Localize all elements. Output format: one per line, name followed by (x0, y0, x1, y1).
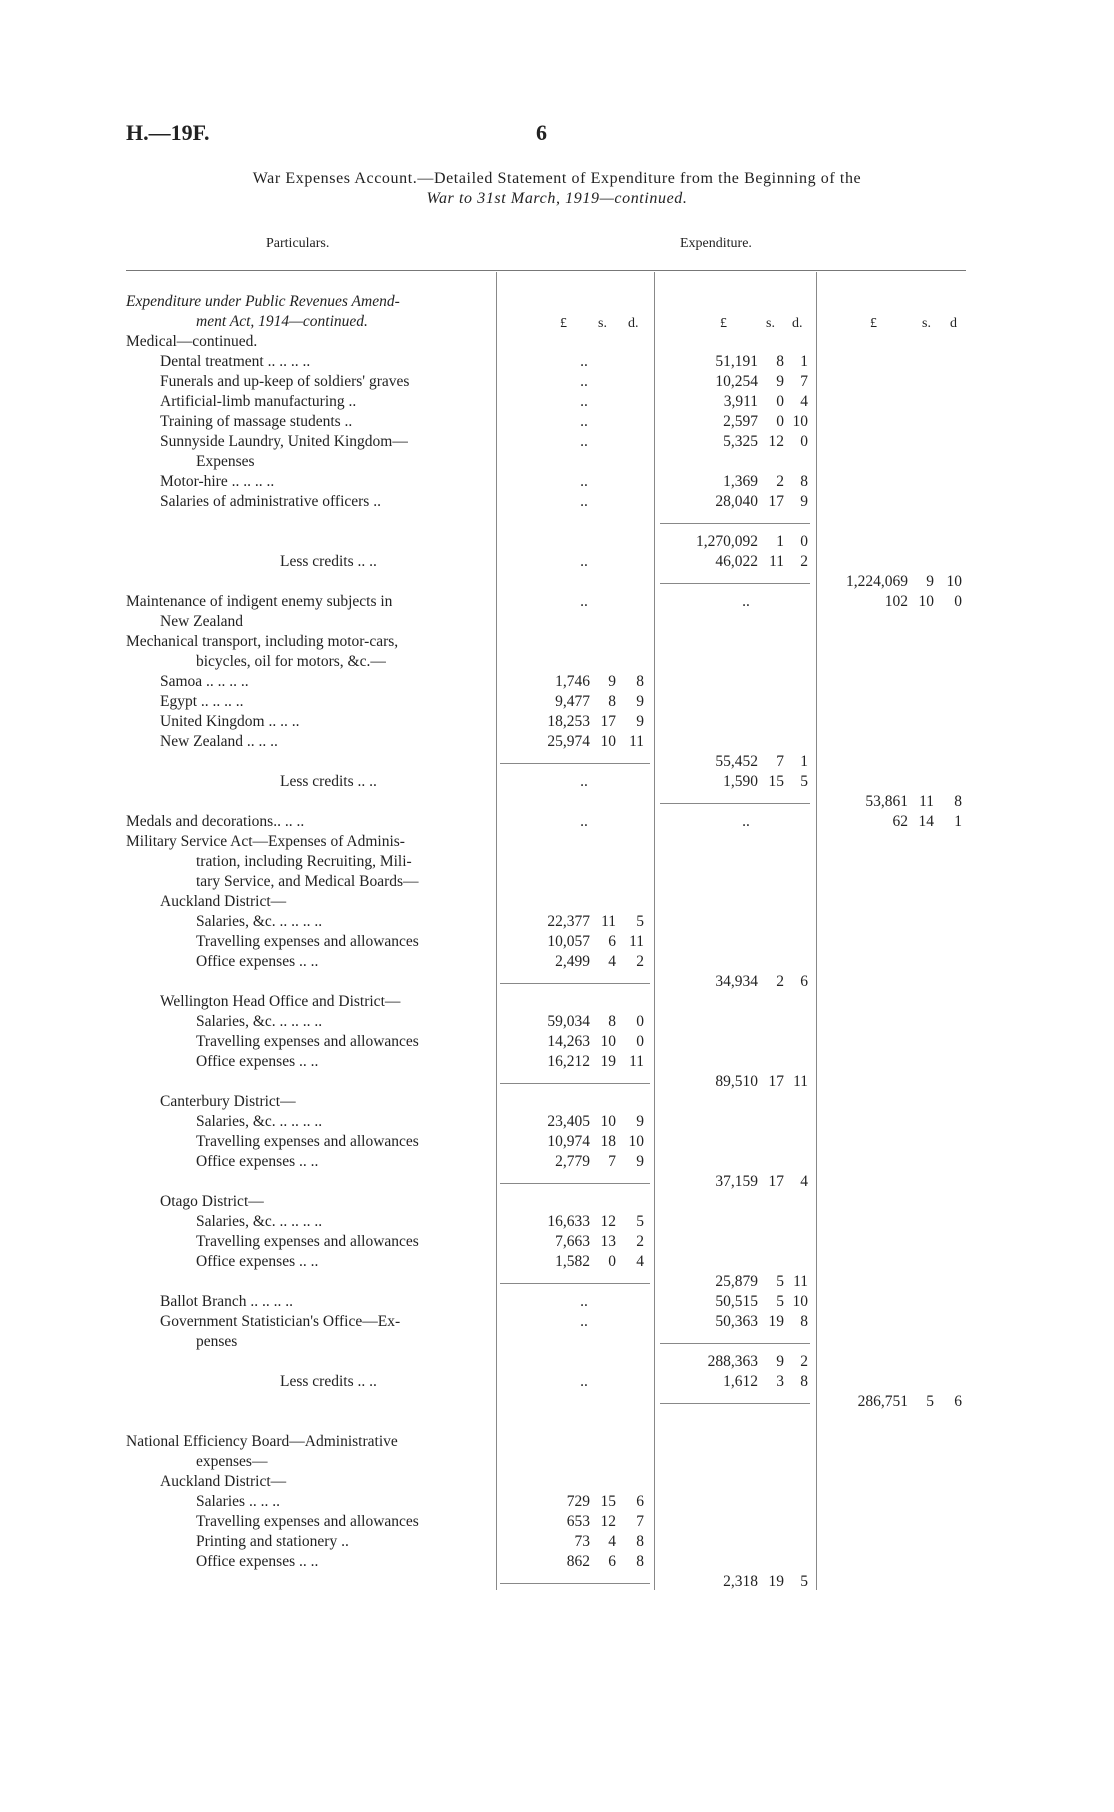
table-row (0, 692, 1114, 712)
c2-pounds: 2,318 (723, 1573, 758, 1590)
table-row (0, 1292, 1114, 1312)
c2-pounds: 89,510 (715, 1073, 758, 1090)
row-label: Auckland District— (160, 1473, 287, 1490)
c2-pence: 8 (800, 473, 808, 490)
table-row (0, 952, 1114, 972)
c1-pence: 2 (636, 953, 644, 970)
c1-pence: 6 (636, 1493, 644, 1510)
c2-pounds: 51,191 (715, 353, 758, 370)
c1-pounds: 653 (566, 1513, 590, 1530)
table-row (0, 1372, 1114, 1392)
row-label: Medical—continued. (126, 333, 258, 350)
row-label: tration, including Recruiting, Mili- (196, 853, 412, 870)
row-label: Motor-hire .. .. .. .. (160, 473, 275, 490)
table-row (0, 652, 1114, 672)
table-row (0, 772, 1114, 792)
table-row (0, 732, 1114, 752)
col2-pence-heading: d. (792, 316, 803, 331)
c2-pounds: 28,040 (715, 493, 758, 510)
row-label: bicycles, oil for motors, &c.— (196, 653, 386, 670)
row-label: Office expenses .. .. (196, 1153, 319, 1170)
leader-dots: .. (580, 473, 588, 490)
col3-pence-heading: d (950, 316, 957, 331)
row-label: Salaries, &c. .. .. .. .. (196, 1213, 323, 1230)
c1-pounds: 1,746 (555, 673, 590, 690)
c2-pence: 6 (800, 973, 808, 990)
c1-pounds: 862 (566, 1553, 590, 1570)
row-label: New Zealand (160, 613, 244, 630)
c1-shillings: 12 (600, 1213, 616, 1230)
row-label: Travelling expenses and allowances (196, 1133, 419, 1150)
c1-shillings: 10 (600, 733, 616, 750)
leader-dots: .. (580, 1313, 588, 1330)
c1-pence: 2 (636, 1233, 644, 1250)
c2-shillings: 5 (776, 1293, 784, 1310)
table-row (0, 452, 1114, 472)
c1-pence: 9 (636, 693, 644, 710)
statement-title-line-1: War Expenses Account.—Detailed Statement of Expenditure from the Beginning of the (252, 170, 862, 187)
c2-pounds: 46,022 (715, 553, 758, 570)
c2-shillings: 1 (776, 533, 784, 550)
row-label: Less credits .. .. (280, 553, 377, 570)
c2-pence: 2 (800, 553, 808, 570)
c1-pence: 10 (628, 1133, 644, 1150)
table-row (0, 492, 1114, 512)
leader-dots: .. (580, 1373, 588, 1390)
c1-shillings: 11 (601, 913, 616, 930)
row-label: Salaries, &c. .. .. .. .. (196, 913, 323, 930)
row-label: Expenditure under Public Revenues Amend- (126, 293, 400, 310)
c1-shillings: 8 (608, 693, 616, 710)
c1-shillings: 17 (600, 713, 616, 730)
table-row (0, 1112, 1114, 1132)
col1-pound-heading: £ (560, 316, 567, 331)
table-row (0, 432, 1114, 452)
table-row (0, 472, 1114, 492)
c2-pence: 1 (800, 353, 808, 370)
table-row (0, 1012, 1114, 1032)
row-label: Training of massage students .. (160, 413, 353, 430)
c2-shillings: 0 (776, 413, 784, 430)
c1-pence: 8 (636, 1533, 644, 1550)
table-row (0, 552, 1114, 572)
c1-pounds: 10,057 (547, 933, 590, 950)
c1-pounds: 14,263 (547, 1033, 590, 1050)
c2-pence: 7 (800, 373, 808, 390)
c2-pence: 0 (800, 533, 808, 550)
row-label: Less credits .. .. (280, 773, 377, 790)
table-row (0, 1452, 1114, 1472)
c2-pence: 5 (800, 773, 808, 790)
c2-shillings: 17 (768, 1173, 784, 1190)
row-label: Funerals and up-keep of soldiers' graves (160, 373, 410, 390)
row-label: Wellington Head Office and District— (160, 993, 401, 1010)
table-row (0, 1092, 1114, 1112)
c2-pounds: 34,934 (715, 973, 758, 990)
table-row (0, 292, 1114, 312)
table-row (0, 1212, 1114, 1232)
table-row (0, 852, 1114, 872)
c1-shillings: 7 (608, 1153, 616, 1170)
row-label: Travelling expenses and allowances (196, 1513, 419, 1530)
c1-pence: 11 (629, 933, 644, 950)
c2-shillings: 2 (776, 473, 784, 490)
table-row (0, 1432, 1114, 1452)
c2-pounds: 2,597 (723, 413, 758, 430)
c2-pence: 8 (800, 1313, 808, 1330)
table-row (0, 592, 1114, 612)
c3-shillings: 10 (918, 593, 934, 610)
c3-pence: 0 (954, 593, 962, 610)
c1-pence: 8 (636, 1553, 644, 1570)
row-label: Otago District— (160, 1193, 264, 1210)
table-row (0, 1512, 1114, 1532)
row-label: Office expenses .. .. (196, 953, 319, 970)
table-row (0, 912, 1114, 932)
header-rule (126, 270, 966, 271)
table-row (0, 512, 1114, 532)
document-reference: H.—19F. (126, 120, 210, 145)
col2-shilling-heading: s. (766, 316, 775, 331)
row-label: Less credits .. .. (280, 1373, 377, 1390)
table-row (0, 1392, 1114, 1412)
c2-shillings: 0 (776, 393, 784, 410)
leader-dots: .. (580, 433, 588, 450)
c2-shillings: 19 (768, 1573, 784, 1590)
leader-dots: .. (580, 593, 588, 610)
c1-pounds: 2,779 (555, 1153, 590, 1170)
c2-pence: 11 (793, 1073, 808, 1090)
c1-pence: 9 (636, 1153, 644, 1170)
c1-pounds: 18,253 (547, 713, 590, 730)
statement-title-line-2: War to 31st March, 1919—continued. (426, 190, 688, 207)
c1-pounds: 59,034 (547, 1013, 590, 1030)
c1-shillings: 18 (600, 1133, 616, 1150)
c1-pence: 9 (636, 1113, 644, 1130)
leader-dots: .. (580, 1293, 588, 1310)
c3-pounds: 102 (884, 593, 908, 610)
row-label: Office expenses .. .. (196, 1253, 319, 1270)
c1-shillings: 10 (600, 1113, 616, 1130)
c2-pounds: 10,254 (715, 373, 758, 390)
c2-pence: 9 (800, 493, 808, 510)
c1-pence: 8 (636, 673, 644, 690)
c2-shillings: 3 (776, 1373, 784, 1390)
c2-shillings: 19 (768, 1313, 784, 1330)
row-label: Salaries .. .. .. (196, 1493, 280, 1510)
table-row (0, 1172, 1114, 1192)
c1-shillings: 8 (608, 1013, 616, 1030)
c1-pounds: 729 (566, 1493, 590, 1510)
c2-pounds: 3,911 (723, 393, 758, 410)
table-row (0, 1272, 1114, 1292)
row-label: Travelling expenses and allowances (196, 933, 419, 950)
c2-pence: 10 (792, 413, 808, 430)
leader-dots: .. (580, 393, 588, 410)
row-label: Sunnyside Laundry, United Kingdom— (160, 433, 408, 450)
c2-pence: 8 (800, 1373, 808, 1390)
c2-pence: 2 (800, 1353, 808, 1370)
c1-pence: 0 (636, 1033, 644, 1050)
row-label: penses (196, 1333, 238, 1350)
c1-pounds: 9,477 (555, 693, 590, 710)
c2-pence: 4 (800, 1173, 808, 1190)
table-row (0, 812, 1114, 832)
table-row (0, 992, 1114, 1012)
c2-shillings: 7 (776, 753, 784, 770)
c2-shillings: 5 (776, 1273, 784, 1290)
table-row (0, 632, 1114, 652)
c1-shillings: 13 (600, 1233, 616, 1250)
table-row (0, 572, 1114, 592)
c1-pounds: 22,377 (547, 913, 590, 930)
c1-pence: 0 (636, 1013, 644, 1030)
col3-pound-heading: £ (870, 316, 877, 331)
c2-pounds: 1,590 (723, 773, 758, 790)
table-row (0, 1072, 1114, 1092)
table-row (0, 612, 1114, 632)
row-label: Mechanical transport, including motor-cars, (126, 633, 399, 650)
row-label: New Zealand .. .. .. (160, 733, 278, 750)
table-row (0, 1312, 1114, 1332)
c3-pence: 10 (946, 573, 962, 590)
table-row (0, 932, 1114, 952)
row-label: ment Act, 1914—continued. (196, 313, 368, 330)
leader-dots: .. (580, 353, 588, 370)
c3-pounds: 1,224,069 (846, 573, 908, 590)
row-label: Egypt .. .. .. .. (160, 693, 244, 710)
table-row (0, 1052, 1114, 1072)
c1-shillings: 15 (600, 1493, 616, 1510)
table-row (0, 1192, 1114, 1212)
c2-pence: 4 (800, 393, 808, 410)
c2-pounds: 50,363 (715, 1313, 758, 1330)
c1-pounds: 16,633 (547, 1213, 590, 1230)
row-label: Government Statistician's Office—Ex- (160, 1313, 401, 1330)
c1-shillings: 9 (608, 673, 616, 690)
row-label: Artificial-limb manufacturing .. (160, 393, 357, 410)
table-row (0, 1492, 1114, 1512)
row-label: Expenses (196, 453, 255, 470)
table-row (0, 532, 1114, 552)
c1-pounds: 73 (574, 1533, 590, 1550)
c1-shillings: 4 (608, 953, 616, 970)
table-row (0, 1352, 1114, 1372)
c1-pence: 7 (636, 1513, 644, 1530)
c1-pounds: 7,663 (555, 1233, 590, 1250)
table-row (0, 832, 1114, 852)
c3-shillings: 11 (919, 793, 934, 810)
row-label: United Kingdom .. .. .. (160, 713, 300, 730)
column-header-expenditure: Expenditure. (680, 236, 752, 251)
c2-pounds: 5,325 (723, 433, 758, 450)
c1-pence: 5 (636, 913, 644, 930)
table-row (0, 332, 1114, 352)
table-row (0, 1152, 1114, 1172)
row-label: Office expenses .. .. (196, 1553, 319, 1570)
c1-pounds: 10,974 (547, 1133, 590, 1150)
c1-pence: 11 (629, 1053, 644, 1070)
c2-pounds: 37,159 (715, 1173, 758, 1190)
row-label: Salaries of administrative officers .. (160, 493, 381, 510)
c1-pounds: 25,974 (547, 733, 590, 750)
table-row (0, 1572, 1114, 1592)
c2-pence: 10 (792, 1293, 808, 1310)
c2-shillings: 12 (768, 433, 784, 450)
table-row (0, 1532, 1114, 1552)
row-label: Salaries, &c. .. .. .. .. (196, 1113, 323, 1130)
c3-pounds: 53,861 (865, 793, 908, 810)
c2-shillings: 11 (769, 553, 784, 570)
col2-pound-heading: £ (720, 316, 727, 331)
table-row (0, 1132, 1114, 1152)
row-label: Office expenses .. .. (196, 1053, 319, 1070)
leader-dots: .. (580, 813, 588, 830)
row-label: Printing and stationery .. (196, 1533, 349, 1550)
c1-pence: 9 (636, 713, 644, 730)
table-row (0, 752, 1114, 772)
c2-shillings: 17 (768, 1073, 784, 1090)
c2-pence: 1 (800, 753, 808, 770)
c1-pence: 5 (636, 1213, 644, 1230)
column-header-particulars: Particulars. (266, 236, 330, 251)
c1-shillings: 12 (600, 1513, 616, 1530)
page-number: 6 (536, 120, 547, 145)
row-label: expenses— (196, 1453, 268, 1470)
c3-pence: 6 (954, 1393, 962, 1410)
c1-shillings: 0 (608, 1253, 616, 1270)
table-row (0, 672, 1114, 692)
c2-pounds: 25,879 (715, 1273, 758, 1290)
c2-pounds: 1,369 (723, 473, 758, 490)
c1-shillings: 6 (608, 933, 616, 950)
leader-dots: .. (580, 373, 588, 390)
row-label: tary Service, and Medical Boards— (196, 873, 419, 890)
leader-dots: .. (580, 773, 588, 790)
row-label: Travelling expenses and allowances (196, 1233, 419, 1250)
row-label: Dental treatment .. .. .. .. (160, 353, 311, 370)
col3-shilling-heading: s. (922, 316, 931, 331)
c1-pence: 11 (629, 733, 644, 750)
c2-shillings: 9 (776, 1353, 784, 1370)
table-row (0, 1232, 1114, 1252)
c3-shillings: 9 (926, 573, 934, 590)
row-label: Ballot Branch .. .. .. .. (160, 1293, 294, 1310)
c2-pounds: 1,612 (723, 1373, 758, 1390)
leader-dots: .. (580, 553, 588, 570)
c2-shillings: 8 (776, 353, 784, 370)
c2-shillings: 15 (768, 773, 784, 790)
c1-pounds: 16,212 (547, 1053, 590, 1070)
table-row (0, 1472, 1114, 1492)
c3-shillings: 14 (918, 813, 934, 830)
row-label: Samoa .. .. .. .. (160, 673, 249, 690)
c3-pence: 1 (954, 813, 962, 830)
c3-pounds: 286,751 (857, 1393, 908, 1410)
leader-dots: .. (580, 413, 588, 430)
col1-pence-heading: d. (628, 316, 639, 331)
table-row (0, 792, 1114, 812)
row-label: Medals and decorations.. .. .. (126, 813, 305, 830)
leader-dots: .. (742, 593, 750, 610)
row-label: Military Service Act—Expenses of Adminis- (126, 833, 405, 850)
table-row (0, 892, 1114, 912)
c1-shillings: 4 (608, 1533, 616, 1550)
table-row (0, 1412, 1114, 1432)
col1-shilling-heading: s. (598, 316, 607, 331)
c1-pence: 4 (636, 1253, 644, 1270)
table-row (0, 872, 1114, 892)
row-label: Salaries, &c. .. .. .. .. (196, 1013, 323, 1030)
table-row (0, 972, 1114, 992)
c3-pounds: 62 (892, 813, 908, 830)
c1-shillings: 19 (600, 1053, 616, 1070)
table-row (0, 352, 1114, 372)
c3-shillings: 5 (926, 1393, 934, 1410)
leader-dots: .. (580, 493, 588, 510)
row-label: Auckland District— (160, 893, 287, 910)
row-label: Travelling expenses and allowances (196, 1033, 419, 1050)
table-row (0, 1252, 1114, 1272)
c2-pence: 11 (793, 1273, 808, 1290)
c2-pounds: 55,452 (715, 753, 758, 770)
c1-pounds: 1,582 (555, 1253, 590, 1270)
table-row (0, 412, 1114, 432)
leader-dots: .. (742, 813, 750, 830)
table-row (0, 392, 1114, 412)
table-row (0, 372, 1114, 392)
c1-shillings: 6 (608, 1553, 616, 1570)
table-row (0, 1032, 1114, 1052)
table-row (0, 312, 1114, 332)
row-label: National Efficiency Board—Administrative (126, 1433, 398, 1450)
table-row (0, 1332, 1114, 1352)
c2-pounds: 1,270,092 (696, 533, 758, 550)
c1-pounds: 2,499 (555, 953, 590, 970)
c2-pence: 5 (800, 1573, 808, 1590)
row-label: Canterbury District— (160, 1093, 296, 1110)
c1-pounds: 23,405 (547, 1113, 590, 1130)
row-label: Maintenance of indigent enemy subjects in (126, 593, 393, 610)
c1-shillings: 10 (600, 1033, 616, 1050)
c2-pence: 0 (800, 433, 808, 450)
c3-pence: 8 (954, 793, 962, 810)
c2-pounds: 50,515 (715, 1293, 758, 1310)
c2-shillings: 9 (776, 373, 784, 390)
c2-shillings: 2 (776, 973, 784, 990)
table-row (0, 712, 1114, 732)
table-row (0, 1552, 1114, 1572)
c2-pounds: 288,363 (707, 1353, 758, 1370)
c2-shillings: 17 (768, 493, 784, 510)
